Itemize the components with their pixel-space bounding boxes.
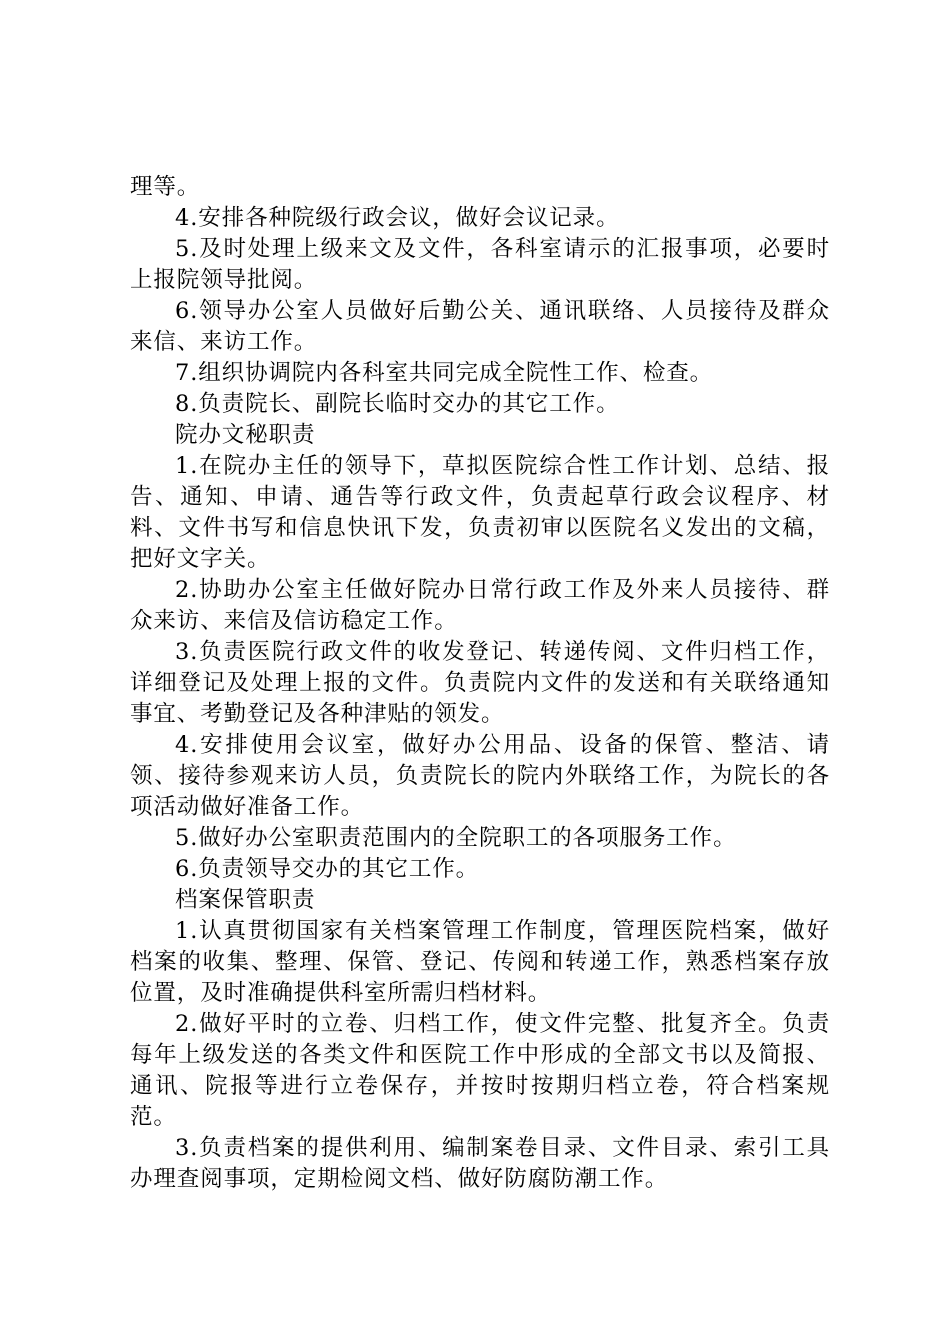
list-item: 7.组织协调院内各科室共同完成全院性工作、检查。 (175, 360, 714, 386)
section-heading-archives: 档案保管职责 (175, 887, 316, 913)
list-item: 6.领导办公室人员做好后勤公关、通讯联络、人员接待及群众来信、来访工作。 (130, 298, 830, 355)
list-item: 4.安排各种院级行政会议，做好会议记录。 (175, 205, 620, 231)
list-item: 4.安排使用会议室，做好办公用品、设备的保管、整洁、请领、接待参观来访人员，负责院长的院内外联络工作，为院长的各项活动做好准备工作。 (130, 732, 830, 820)
section-heading-secretary: 院办文秘职责 (175, 422, 316, 448)
list-item: 5.及时处理上级来文及文件，各科室请示的汇报事项，必要时上报院领导批阅。 (130, 236, 830, 293)
list-item: 1.在院办主任的领导下，草拟医院综合性工作计划、总结、报告、通知、申请、通告等行政文件，负责起草行政会议程序、材料、文件书写和信息快讯下发，负责初审以医院名义发出的文稿，把好文字关。 (130, 453, 830, 572)
document-body (130, 172, 830, 1195)
list-item: 2.做好平时的立卷、归档工作，使文件完整、批复齐全。负责每年上级发送的各类文件和医院工作中形成的全部文书以及简报、通讯、院报等进行立卷保存，并按时按期归档立卷，符合档案规范。 (130, 1011, 830, 1130)
list-item: 3.负责档案的提供利用、编制案卷目录、文件目录、索引工具办理查阅事项，定期检阅文档、做好防腐防潮工作。 (130, 1135, 830, 1192)
list-item: 5.做好办公室职责范围内的全院职工的各项服务工作。 (175, 825, 737, 851)
list-item: 3.负责医院行政文件的收发登记、转递传阅、文件归档工作，详细登记及处理上报的文件。负责院内文件的发送和有关联络通知事宜、考勤登记及各种津贴的领发。 (130, 639, 830, 727)
list-item: 6.负责领导交办的其它工作。 (175, 856, 480, 882)
list-item: 8.负责院长、副院长临时交办的其它工作。 (175, 391, 620, 417)
list-item: 2.协助办公室主任做好院办日常行政工作及外来人员接待、群众来访、来信及信访稳定工作。 (130, 577, 830, 634)
list-item: 1.认真贯彻国家有关档案管理工作制度，管理医院档案，做好档案的收集、整理、保管、登记、传阅和转递工作，熟悉档案存放位置，及时准确提供科室所需归档材料。 (130, 918, 830, 1006)
paragraph-continuation: 理等。 (130, 174, 201, 200)
